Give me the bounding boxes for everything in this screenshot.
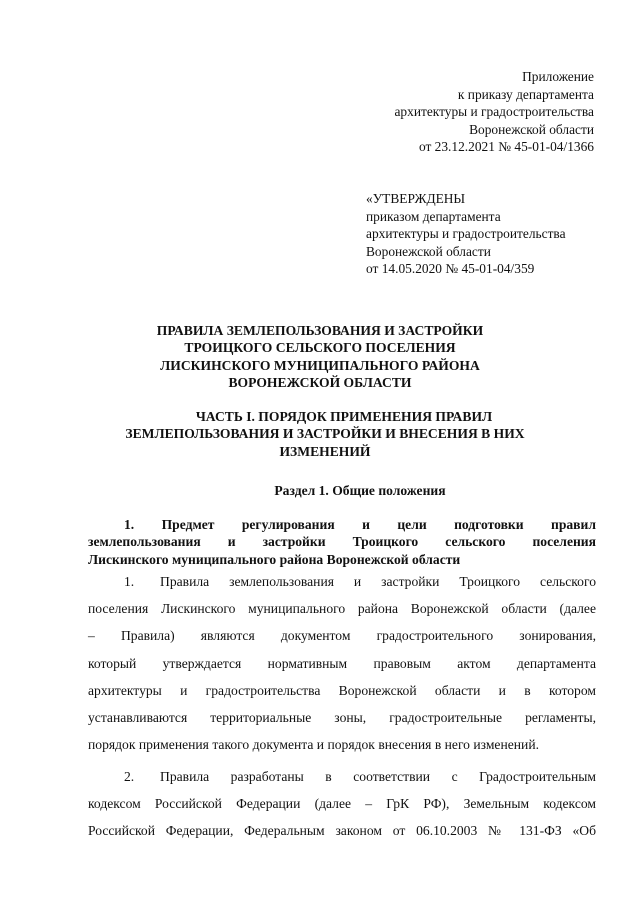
paragraph-line xyxy=(88,568,596,595)
paragraph-number: 1. xyxy=(124,574,135,589)
appendix-line: архитектуры и градостроительства xyxy=(394,104,594,120)
paragraph-line: поселения Лискинского муниципального района Воронежской области (далее xyxy=(88,601,596,617)
title-line: ТРОИЦКОГО СЕЛЬСКОГО ПОСЕЛЕНИЯ xyxy=(184,340,456,356)
section-title: Раздел 1. Общие положения xyxy=(274,483,446,498)
part-title-line: ИЗМЕНЕНИЙ xyxy=(279,443,371,459)
appendix-line: Приложение xyxy=(522,69,594,84)
paragraph-2 xyxy=(88,763,596,845)
approved-line: Воронежской области xyxy=(366,243,491,259)
paragraph-line xyxy=(88,763,596,790)
approved-line: «УТВЕРЖДЕНЫ xyxy=(366,191,466,206)
paragraph-line-text: Правила землепользования и застройки Троицкого сельского xyxy=(160,574,596,589)
paragraph-number: 2. xyxy=(124,769,135,784)
paragraph-line: устанавливаются территориальные зоны, градостроительные регламенты, xyxy=(88,710,596,726)
appendix-line: Воронежской области xyxy=(469,121,594,137)
paragraph-line-text: Правила разработаны в соответствии с Градостроительным xyxy=(160,769,596,784)
title-line: ВОРОНЕЖСКОЙ ОБЛАСТИ xyxy=(228,375,412,391)
paragraph-line: кодексом Российской Федерации (далее – ГрК РФ), Земельным кодексом xyxy=(88,796,596,812)
article-heading-line: 1. Предмет регулирования и цели подготовки правил xyxy=(124,517,596,532)
title-line: ЛИСКИНСКОГО МУНИЦИПАЛЬНОГО РАЙОНА xyxy=(160,357,480,373)
paragraph-line: – Правила) являются документом градостроительного зонирования, xyxy=(88,628,596,644)
approved-line: приказом департамента xyxy=(366,208,501,224)
approved-block xyxy=(366,190,626,278)
approved-line: архитектуры и градостроительства xyxy=(366,226,566,242)
paragraph-line: Российской Федерации, Федеральным законом от 06.10.2003 № 131-ФЗ «Об xyxy=(88,823,596,839)
title-line: ПРАВИЛА ЗЕМЛЕПОЛЬЗОВАНИЯ И ЗАСТРОЙКИ xyxy=(156,323,484,338)
paragraph-line: который утверждается нормативным правовым актом департамента xyxy=(88,655,596,671)
article-heading-line: землепользования и застройки Троицкого сельского поселения xyxy=(88,534,596,550)
appendix-line: к приказу департамента xyxy=(457,86,594,102)
document-title xyxy=(100,322,540,392)
paragraph-line: порядок применения такого документа и порядок внесения в него изменений. xyxy=(88,737,539,753)
appendix-header xyxy=(300,68,594,156)
appendix-line: от 23.12.2021 № 45-01-04/1366 xyxy=(418,139,594,155)
part-title xyxy=(90,408,560,460)
paragraph-line: архитектуры и градостроительства Воронежской области и в котором xyxy=(88,682,596,698)
part-title-line: ЧАСТЬ I. ПОРЯДОК ПРИМЕНЕНИЯ ПРАВИЛ xyxy=(195,409,493,424)
paragraph-1 xyxy=(88,568,596,758)
article-heading-line: Лискинского муниципального района Воронежской области xyxy=(88,551,461,567)
article-heading xyxy=(88,516,596,568)
part-title-line: ЗЕМЛЕПОЛЬЗОВАНИЯ И ЗАСТРОЙКИ И ВНЕСЕНИЯ В НИХ xyxy=(125,426,525,442)
approved-line: от 14.05.2020 № 45-01-04/359 xyxy=(366,261,535,277)
